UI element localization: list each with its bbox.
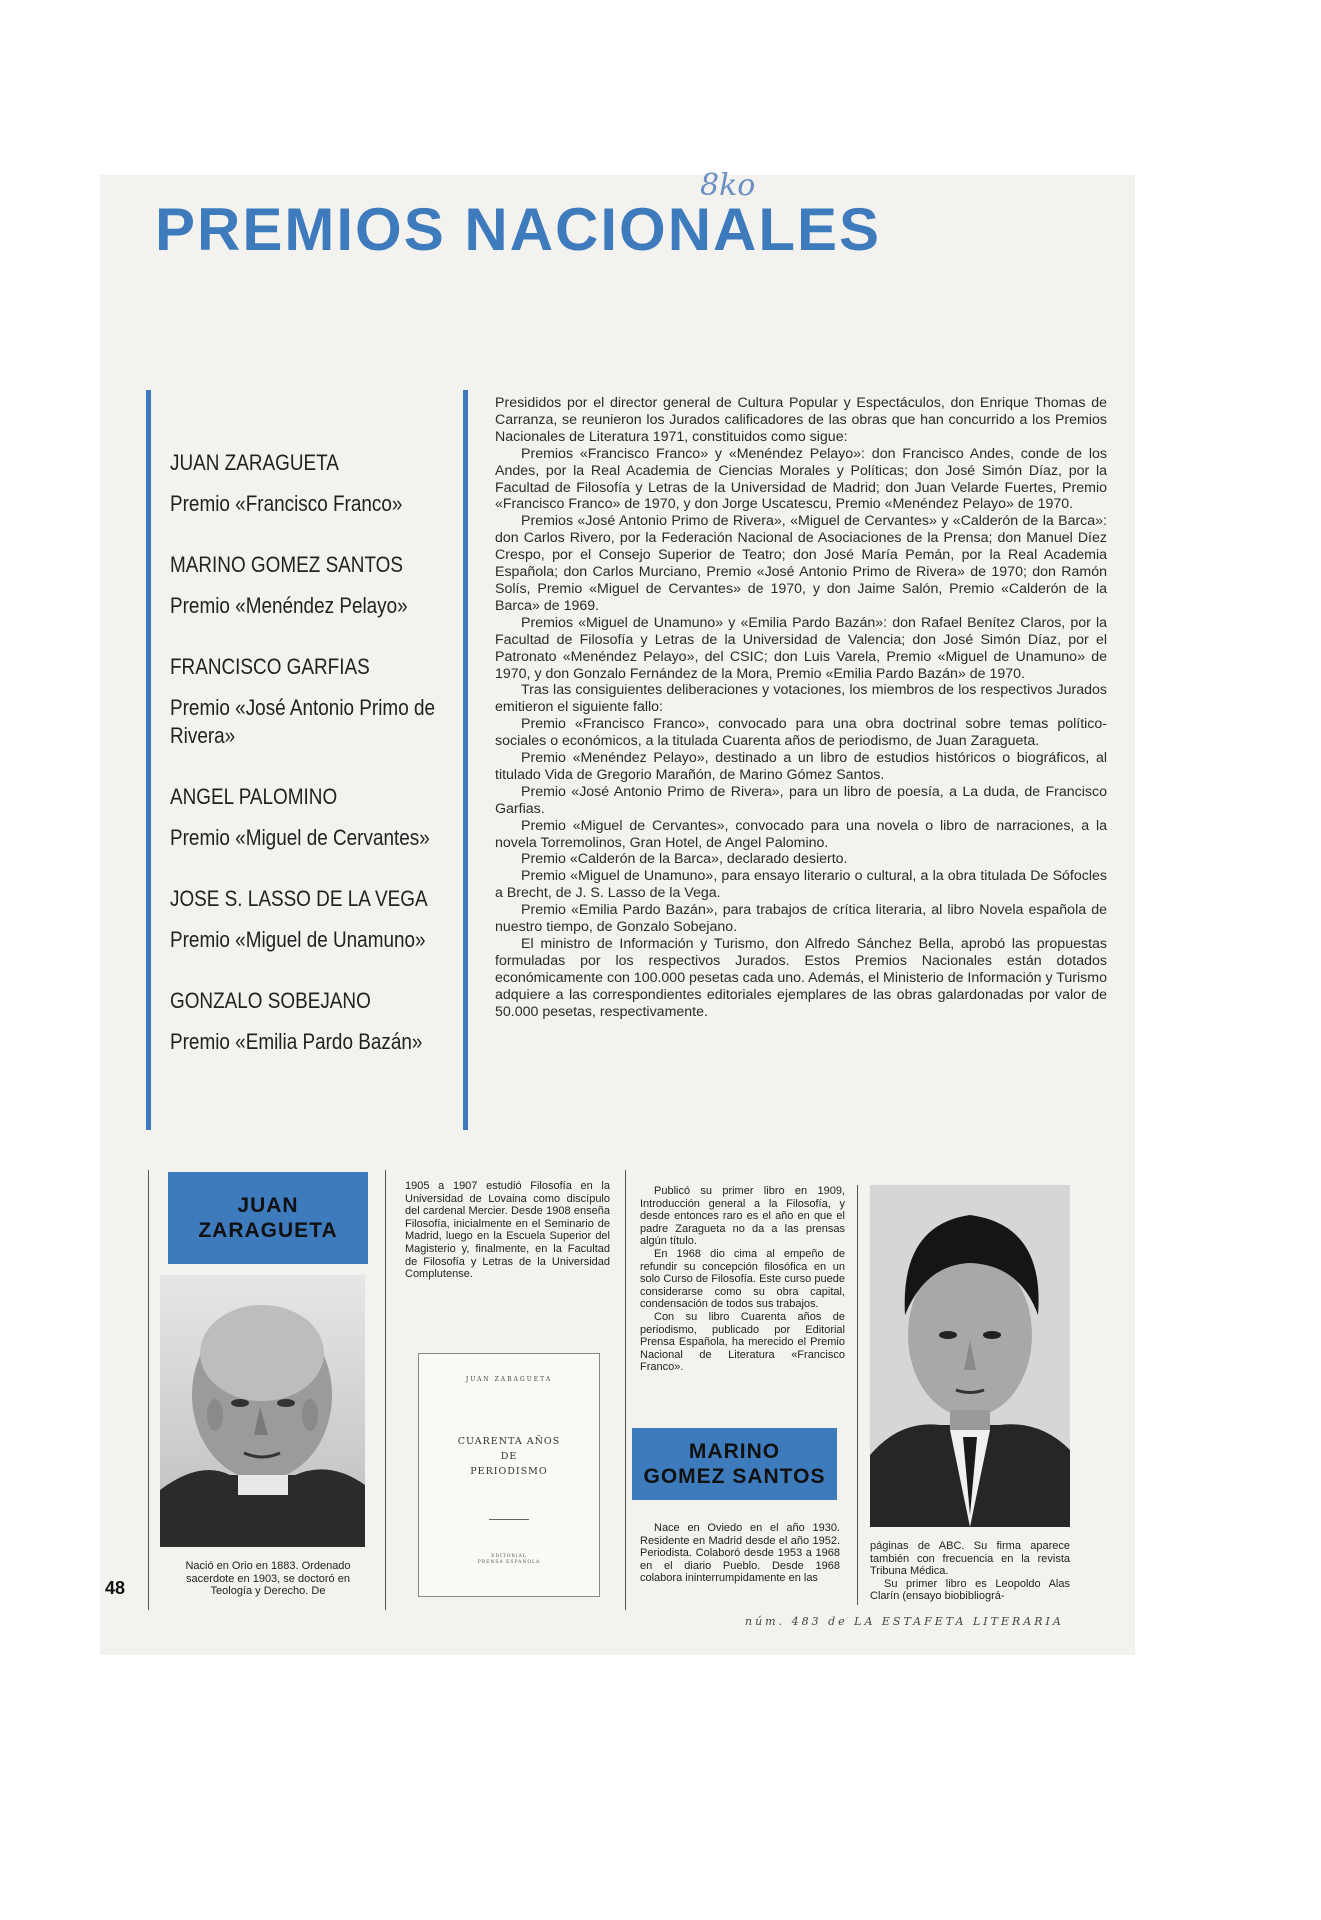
award-item xyxy=(170,654,458,750)
book-cover-divider xyxy=(489,1519,529,1520)
article-paragraph: Premio «José Antonio Primo de Rivera», para un libro de poesía, a La duda, de Francisco Garfias. xyxy=(495,783,1107,817)
gomez-santos-bio-column-2 xyxy=(870,1540,1070,1603)
article-paragraph: El ministro de Información y Turismo, don Alfredo Sánchez Bella, aprobó las propuestas formuladas por los respectivos Jurados. Estos Premios Nacionales están dotados económicamente con 100.000 pesetas cada uno. Además, el Ministerio de Información y Turismo adquiere a las correspondientes editoriales ejemplares de las obras galardonadas por valor de 50.000 pesetas, respectivamente. xyxy=(495,936,1107,1020)
award-item xyxy=(170,450,458,518)
award-prize: Premio «José Antonio Primo de Rivera» xyxy=(170,695,436,748)
award-prize: Premio «Emilia Pardo Bazán» xyxy=(170,1029,423,1054)
gomez-santos-bio-text: Nace en Oviedo en el año 1930. Residente en Madrid desde el año 1952. Periodista. Colaboró desde 1953 a 1968 en el diario Pueblo. Desde 1968 colabora ininterrumpidamente en las xyxy=(640,1522,840,1585)
article-divider xyxy=(463,390,468,1130)
gomez-santos-bio-paragraph: páginas de ABC. Su firma aparece también con frecuencia en la revista Tribuna Médica. xyxy=(870,1540,1070,1578)
zaragueta-photo xyxy=(160,1275,365,1547)
award-prize: Premio «Francisco Franco» xyxy=(170,491,403,516)
award-item xyxy=(170,988,458,1056)
zaragueta-name-line2: ZARAGUETA xyxy=(198,1219,338,1242)
gomez-santos-bio-paragraph: Su primer libro es Leopoldo Alas Clarín (ensayo biobibliográ- xyxy=(870,1577,1070,1603)
zaragueta-caption-column xyxy=(168,1560,368,1598)
book-cover-publisher-line: PRENSA ESPAÑOLA xyxy=(477,1560,541,1565)
article-paragraph: Presididos por el director general de Cultura Popular y Espectáculos, don Enrique Thomas de Carranza, se reunieron los Jurados calificadores de las obras que han concurrido a los Premios Nacionales de Literatura 1971, constituidos como sigue: xyxy=(495,395,1107,445)
page-title: PREMIOS NACIONALES xyxy=(155,196,882,263)
handwritten-note: 8ko xyxy=(700,168,756,203)
column-rule xyxy=(625,1170,626,1610)
zaragueta-bio-paragraph: Publicó su primer libro en 1909, Introducción general a la Filosofía, y desde entonces raro es el año en que el padre Zaragueta no da a las prensas algún título. xyxy=(640,1185,845,1248)
award-winner-name: GONZALO SOBEJANO xyxy=(170,988,371,1013)
article-paragraph: Premio «Francisco Franco», convocado para una obra doctrinal sobre temas político-sociales o económicos, a la titulada Cuarenta años de periodismo, de Juan Zaragueta. xyxy=(495,716,1107,750)
book-cover-author: JUAN ZARAGUETA xyxy=(465,1376,553,1383)
award-item xyxy=(170,886,458,954)
award-winner-name: JUAN ZARAGUETA xyxy=(170,450,339,475)
book-cover-publisher xyxy=(419,1554,599,1566)
zaragueta-name-box xyxy=(168,1172,368,1264)
article-paragraph: Premio «Miguel de Cervantes», convocado para una novela o libro de narraciones, a la novela Torremolinos, Gran Hotel, de Angel Palomino. xyxy=(495,817,1107,851)
award-winner-name: JOSE S. LASSO DE LA VEGA xyxy=(170,886,428,911)
zaragueta-bio-column-3 xyxy=(640,1185,845,1374)
gomez-santos-portrait xyxy=(870,1185,1070,1527)
article-paragraph: Premios «Miguel de Unamuno» y «Emilia Pardo Bazán»: don Rafael Benítez Claros, por la Facultad de Filosofía y Letras de la Universidad de Valencia; don José Simón Díaz, por el Patronato «Menéndez Pelayo», del CSIC; don Luis Varela, Premio «Miguel de Unamuno» de 1970, y don Gonzalo Fernández de la Mora, Premio «Emilia Pardo Bazán» de 1970. xyxy=(495,614,1107,682)
article-paragraph: Premio «Miguel de Unamuno», para ensayo literario o cultural, a la obra titulada De Sófocles a Brecht, de J. S. Lasso de la Vega. xyxy=(495,868,1107,902)
book-cover-title xyxy=(419,1434,599,1479)
zaragueta-portrait xyxy=(160,1275,365,1547)
page-number: 48 xyxy=(105,1578,126,1598)
book-cover-publisher-line: EDITORIAL xyxy=(491,1554,527,1559)
award-prize: Premio «Miguel de Cervantes» xyxy=(170,825,430,850)
article-paragraph: Premio «Calderón de la Barca», declarado desierto. xyxy=(521,851,848,868)
award-item xyxy=(170,552,458,620)
award-winner-name: MARINO GOMEZ SANTOS xyxy=(170,552,404,577)
zaragueta-bio-column-2 xyxy=(405,1180,610,1281)
book-cover-title-line: PERIODISMO xyxy=(470,1466,548,1477)
gomez-santos-photo xyxy=(870,1185,1070,1527)
article-paragraph: Premios «José Antonio Primo de Rivera», «Miguel de Cervantes» y «Calderón de la Barca»: don Carlos Rivero, por la Federación Nacional de Asociaciones de la Prensa; don Manuel Díez Crespo, por el Consejo Superior de Teatro; don José María Pemán, por la Real Academia Española; don Carlos Murciano, Premio «José Antonio Primo de Rivera» de 1970; don Ramón Solís, Premio «Miguel de Cervantes» de 1970, y don Jaime Salón, Premio «Calderón de la Barca» de 1969. xyxy=(495,513,1107,614)
article-paragraph: Premio «Menéndez Pelayo», destinado a un libro de estudios históricos o biográficos, al titulado Vida de Gregorio Marañón, de Marino Gómez Santos. xyxy=(495,750,1107,783)
award-winner-name: FRANCISCO GARFIAS xyxy=(170,654,370,679)
book-cover-title-line: DE xyxy=(500,1451,518,1462)
column-rule xyxy=(148,1170,149,1610)
column-rule xyxy=(857,1185,858,1605)
award-winner-name: ANGEL PALOMINO xyxy=(170,784,338,809)
award-prize: Premio «Miguel de Unamuno» xyxy=(170,927,426,952)
article-paragraph: Tras las consiguientes deliberaciones y votaciones, los miembros de los respectivos Jurados emitieron el siguiente fallo: xyxy=(495,682,1107,716)
zaragueta-caption: Nació en Orio en 1883. Ordenado sacerdote en 1903, se doctoró en Teología y Derecho. De xyxy=(185,1560,351,1598)
book-cover xyxy=(418,1353,600,1597)
award-item xyxy=(170,784,458,852)
article-paragraph: Premios «Francisco Franco» y «Menéndez Pelayo»: don Francisco Andes, conde de los Andes, por la Real Academia de Ciencias Morales y Políticas; don José Simón Díaz, por la Facultad de Filosofía y Letras de la Universidad de Madrid; don Juan Velarde Fuertes, Premio «Francisco Franco» de 1970, y don Jorge Uscatescu, Premio «Menéndez Pelayo» de 1970. xyxy=(495,445,1107,513)
zaragueta-bio-text: 1905 a 1907 estudió Filosofía en la Universidad de Lovaina como discípulo del cardenal Mercier. Desde 1908 enseña Filosofía, inicialmente en el Seminario de Madrid, luego en la Escuela Superior del Magisterio y, finalmente, en la Facultad de Filosofía y Letras de la Universidad Complutense. xyxy=(405,1180,610,1281)
zaragueta-name-line1: JUAN xyxy=(237,1194,299,1217)
article-body xyxy=(495,395,1107,1021)
zaragueta-bio-paragraph: Con su libro Cuarenta años de periodismo, publicado por Editorial Prensa Española, ha merecido el Premio Nacional de Literatura «Francisco Franco». xyxy=(640,1310,845,1374)
gomez-santos-bio-column-1 xyxy=(640,1522,840,1585)
gomez-santos-name-box xyxy=(632,1428,837,1500)
awards-list xyxy=(170,450,458,1090)
awards-divider xyxy=(146,390,151,1130)
gomez-santos-name-line1: MARINO xyxy=(688,1440,781,1463)
award-prize: Premio «Menéndez Pelayo» xyxy=(170,593,408,618)
gomez-santos-name-line2: GOMEZ SANTOS xyxy=(643,1465,826,1488)
zaragueta-bio-paragraph: En 1968 dio cima al empeño de refundir su concepción filosófica en un solo Curso de Filosofía. Este curso puede considerarse como su obra capital, condensación de todos sus trabajos. xyxy=(640,1247,845,1311)
article-paragraph: Premio «Emilia Pardo Bazán», para trabajos de crítica literaria, al libro Novela española de nuestro tiempo, de Gonzalo Sobejano. xyxy=(495,902,1107,936)
book-cover-title-line: CUARENTA AÑOS xyxy=(457,1436,561,1447)
issue-footer: núm. 483 de LA ESTAFETA LITERARIA xyxy=(745,1615,1064,1628)
column-rule xyxy=(385,1170,386,1610)
